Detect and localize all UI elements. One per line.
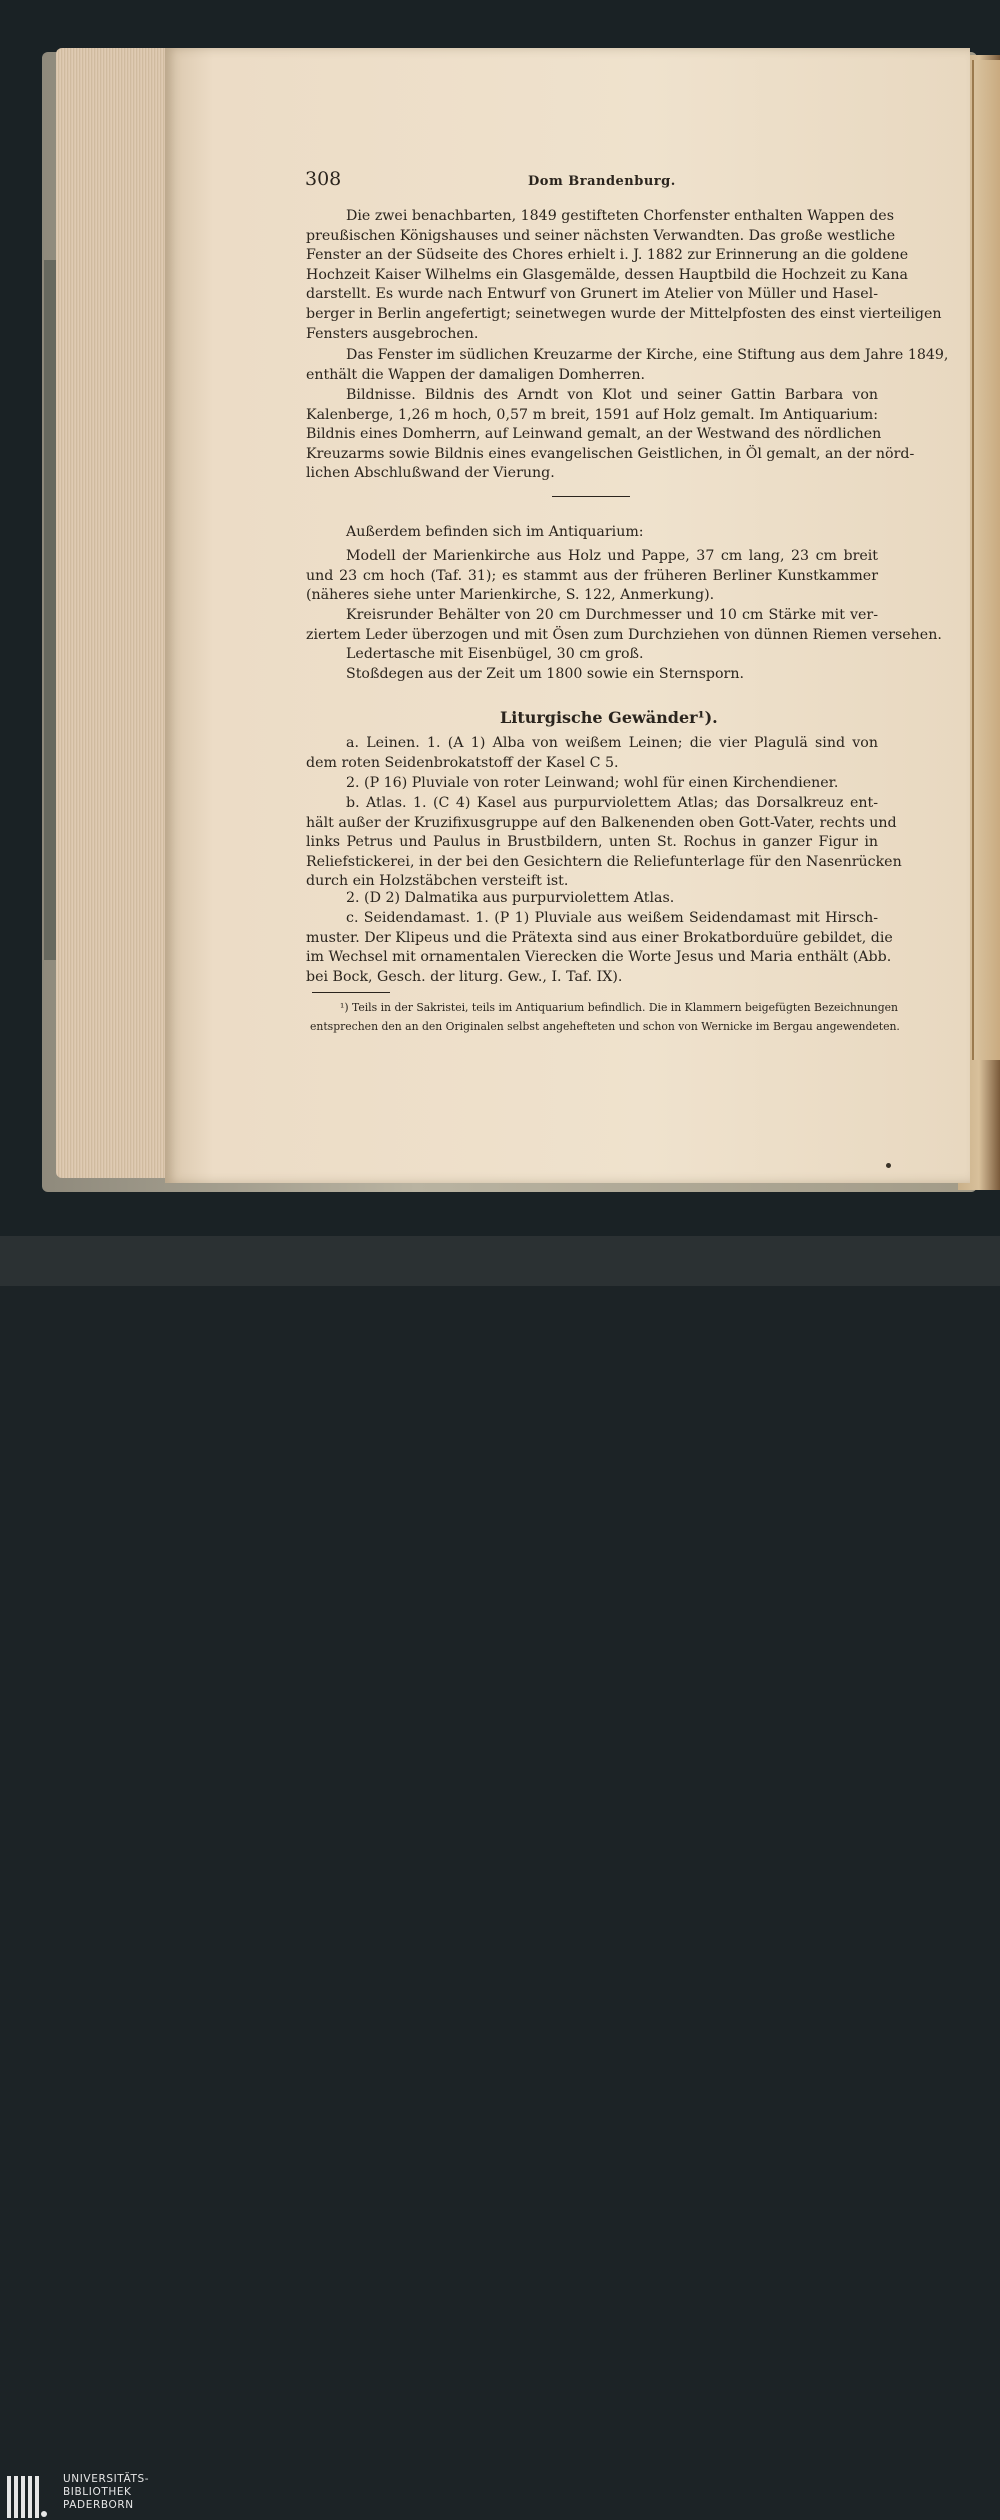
paragraph-linen <box>306 734 878 773</box>
paragraph-damask <box>306 909 893 987</box>
paragraph-model <box>306 547 878 606</box>
text-line: hält außer der Kruzifixusgruppe auf den Balkenenden oben Gott-Vater, rechts und <box>306 814 897 831</box>
text-line: Die zwei benachbarten, 1849 gestifteten Chorfenster enthalten Wappen des <box>346 208 894 224</box>
text-line: (näheres siehe unter Marienkirche, S. 122, Anmerkung). <box>306 587 715 604</box>
text-line: Ledertasche mit Eisenbügel, 30 cm groß. <box>346 646 644 662</box>
paragraph-pluviale-linen <box>306 774 878 794</box>
text-line: Stoßdegen aus der Zeit um 1800 sowie ein Sternsporn. <box>346 666 744 682</box>
text-line: Kreuzarms sowie Bildnis eines evangelischen Geistlichen, in Öl gemalt, an der nörd- <box>306 445 915 462</box>
paragraph-atlas <box>306 794 902 892</box>
footnote-line: entsprechen den an den Originalen selbst angehefteten und schon von Wernicke im Bergau angewendeten. <box>310 1020 900 1033</box>
text-line: Bildnis eines Domherrn, auf Leinwand gemalt, an der Westwand des nördlichen <box>306 426 882 443</box>
ink-dot <box>886 1163 891 1168</box>
text-line: Kalenberge, 1,26 m hoch, 0,57 m breit, 1591 auf Holz gemalt. Im Antiquarium: <box>306 406 878 423</box>
text-line: Fensters ausgebrochen. <box>306 325 479 342</box>
text-line: Hochzeit Kaiser Wilhelms ein Glasgemälde, dessen Hauptbild die Hochzeit zu Kana <box>306 266 909 283</box>
paragraph-sword <box>306 665 878 685</box>
text-line: Bildnisse. Bildnis des Arndt von Klot und seiner Gattin Barbara von <box>346 387 878 403</box>
text-line: berger in Berlin angefertigt; seinetwegen wurde der Mittelpfosten des einst vierteiligen <box>306 305 942 322</box>
scanned-book-photo <box>0 0 1000 1236</box>
section-divider <box>552 496 630 497</box>
text-line: bei Bock, Gesch. der liturg. Gew., I. Taf. IX). <box>306 968 623 985</box>
text-line: dem roten Seidenbrokatstoff der Kasel C 5. <box>306 754 619 771</box>
paragraph-antiquarium-intro <box>306 523 878 543</box>
logo-text-line: BIBLIOTHEK <box>63 2486 132 2498</box>
text-line: und 23 cm hoch (Taf. 31); es stammt aus der früheren Berliner Kunstkammer <box>306 567 878 584</box>
paragraph-portraits <box>306 386 915 484</box>
text-line: lichen Abschlußwand der Vierung. <box>306 465 555 482</box>
text-line: 2. (P 16) Pluviale von roter Leinwand; wohl für einen Kirchendiener. <box>346 775 839 791</box>
text-line: muster. Der Klipeus und die Prätexta sind aus einer Brokatborduüre gebildet, die <box>306 929 893 946</box>
text-line: Kreisrunder Behälter von 20 cm Durchmesser und 10 cm Stärke mit ver- <box>346 607 878 623</box>
paragraph-windows <box>306 207 942 344</box>
text-line: darstellt. Es wurde nach Entwurf von Grunert im Atelier von Müller und Hasel- <box>306 286 878 303</box>
text-line: 2. (D 2) Dalmatika aus purpurviolettem Atlas. <box>346 890 675 906</box>
text-line: durch ein Holzstäbchen versteift ist. <box>306 873 569 890</box>
text-line: Modell der Marienkirche aus Holz und Pappe, 37 cm lang, 23 cm breit <box>346 548 878 564</box>
page-number: 308 <box>305 168 342 190</box>
cover-spine-edge <box>44 260 56 960</box>
footnote-divider <box>312 992 390 993</box>
text-line: Das Fenster im südlichen Kreuzarme der Kirche, eine Stiftung aus dem Jahre 1849, <box>346 347 949 363</box>
footnote <box>310 998 900 1036</box>
text-line: a. Leinen. 1. (A 1) Alba von weißem Leinen; die vier Plagulä sind von <box>346 735 878 751</box>
text-line: c. Seidendamast. 1. (P 1) Pluviale aus weißem Seidendamast mit Hirsch- <box>346 910 878 926</box>
running-title: Dom Brandenburg. <box>528 174 676 189</box>
text-line: Außerdem befinden sich im Antiquarium: <box>346 524 644 540</box>
paragraph-container <box>306 606 942 645</box>
footnote-line: ¹) Teils in der Sakristei, teils im Antiquarium befindlich. Die in Klammern beigefügten Bezeichnungen <box>340 1001 899 1014</box>
text-line: Fenster an der Südseite des Chores erhielt i. J. 1882 zur Erinnerung an die goldene <box>306 247 909 264</box>
text-line: im Wechsel mit ornamentalen Vierecken die Worte Jesus und Maria enthält (Abb. <box>306 949 892 966</box>
section-heading: Liturgische Gewänder¹). <box>500 708 718 727</box>
text-line: preußischen Königshauses und seiner nächsten Verwandten. Das große westliche <box>306 227 896 244</box>
paragraph-leather-bag <box>306 645 878 665</box>
next-page-edge <box>972 60 1000 1060</box>
library-footer <box>0 1236 1000 2511</box>
logo-text-line: PADERBORN <box>63 2499 134 2511</box>
library-logo-icon <box>7 2474 47 2520</box>
logo-text-line: UNIVERSITÄTS- <box>63 2473 150 2485</box>
paragraph-dalmatika <box>306 889 878 909</box>
text-line: links Petrus und Paulus in Brustbildern, unten St. Rochus in ganzer Figur in <box>306 834 878 851</box>
page-stack <box>56 48 176 1178</box>
text-line: Reliefstickerei, in der bei den Gesichtern die Reliefunterlage für den Nasenrücken <box>306 853 902 870</box>
paragraph-south-window <box>306 346 949 385</box>
text-line: b. Atlas. 1. (C 4) Kasel aus purpurviolettem Atlas; das Dorsalkreuz ent- <box>346 795 878 811</box>
text-line: enthält die Wappen der damaligen Domherren. <box>306 366 646 383</box>
text-line: ziertem Leder überzogen und mit Ösen zum Durchziehen von dünnen Riemen versehen. <box>306 626 942 643</box>
